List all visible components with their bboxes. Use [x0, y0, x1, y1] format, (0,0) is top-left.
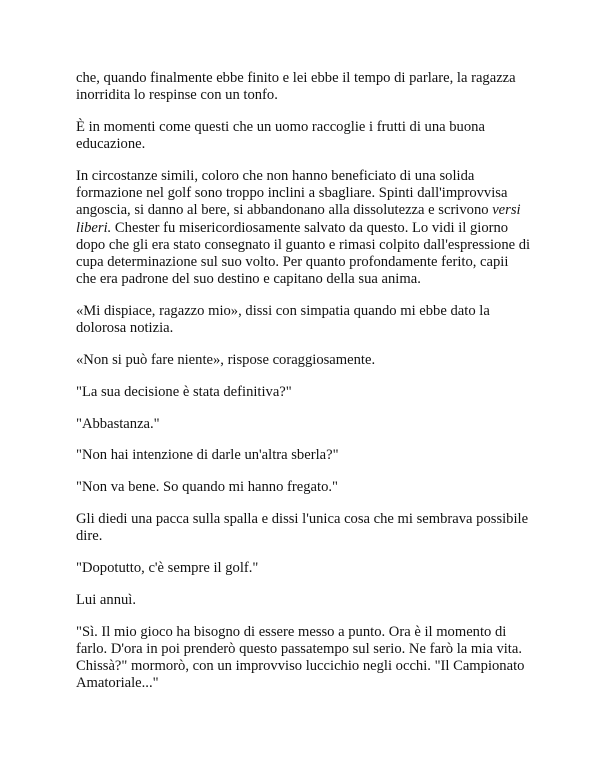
paragraph-6: "La sua decisione è stata definitiva?"	[76, 383, 292, 400]
paragraph-11: "Dopotutto, c'è sempre il golf."	[76, 560, 259, 576]
paragraph-5: «Non si può fare niente», rispose coraggiosamente.	[76, 352, 376, 369]
paragraph-10: Gli diedi una pacca sulla spalla e dissi l'unica cosa che mi sembrava possibile dire.	[76, 511, 529, 545]
paragraph-13: "Sì. Il mio gioco ha bisogno di essere messo a punto. Ora è il momento di farlo. D'ora in poi prenderò questo passatempo sul serio. Ne farò la mia vita. Chissà?" mormorò, con un improvviso luccichio negli occhi. "Il Campionato Amatoriale..."	[76, 623, 525, 692]
paragraph-4: «Mi dispiace, ragazzo mio», dissi con simpatia quando mi ebbe dato la dolorosa notizia.	[76, 303, 490, 337]
document-page	[76, 70, 532, 707]
paragraph-8: "Non hai intenzione di darle un'altra sberla?"	[76, 447, 339, 464]
paragraph-12: Lui annuì.	[76, 591, 136, 608]
paragraph-3-italic: versi liberi.	[76, 202, 521, 236]
paragraph-3	[76, 168, 532, 288]
paragraph-9: "Non va bene. So quando mi hanno fregato."	[76, 479, 338, 496]
paragraph-3-text-start: In circostanze simili, coloro che non hanno beneficiato di una solida formazione nel golf sono troppo inclini a sbagliare. Spinti dall'improvvisa angoscia, si danno al bere, si abbandonano alla dissolutezza e scrivono	[76, 168, 508, 219]
paragraph-1: che, quando finalmente ebbe finito e lei ebbe il tempo di parlare, la ragazza inorridita lo respinse con un tonfo.	[76, 70, 516, 104]
paragraph-3-text-end: Chester fu misericordiosamente salvato da questo. Lo vidi il giorno dopo che gli era stato consegnato il guanto e rimasi colpito dall'espressione di cupa determinazione sul suo volto. Per quanto profondamente ferito, capii che era padrone del suo destino e capitano della sua anima.	[76, 219, 531, 288]
paragraph-2: È in momenti come questi che un uomo raccoglie i frutti di una buona educazione.	[76, 119, 485, 153]
paragraph-7: "Abbastanza."	[76, 415, 160, 432]
